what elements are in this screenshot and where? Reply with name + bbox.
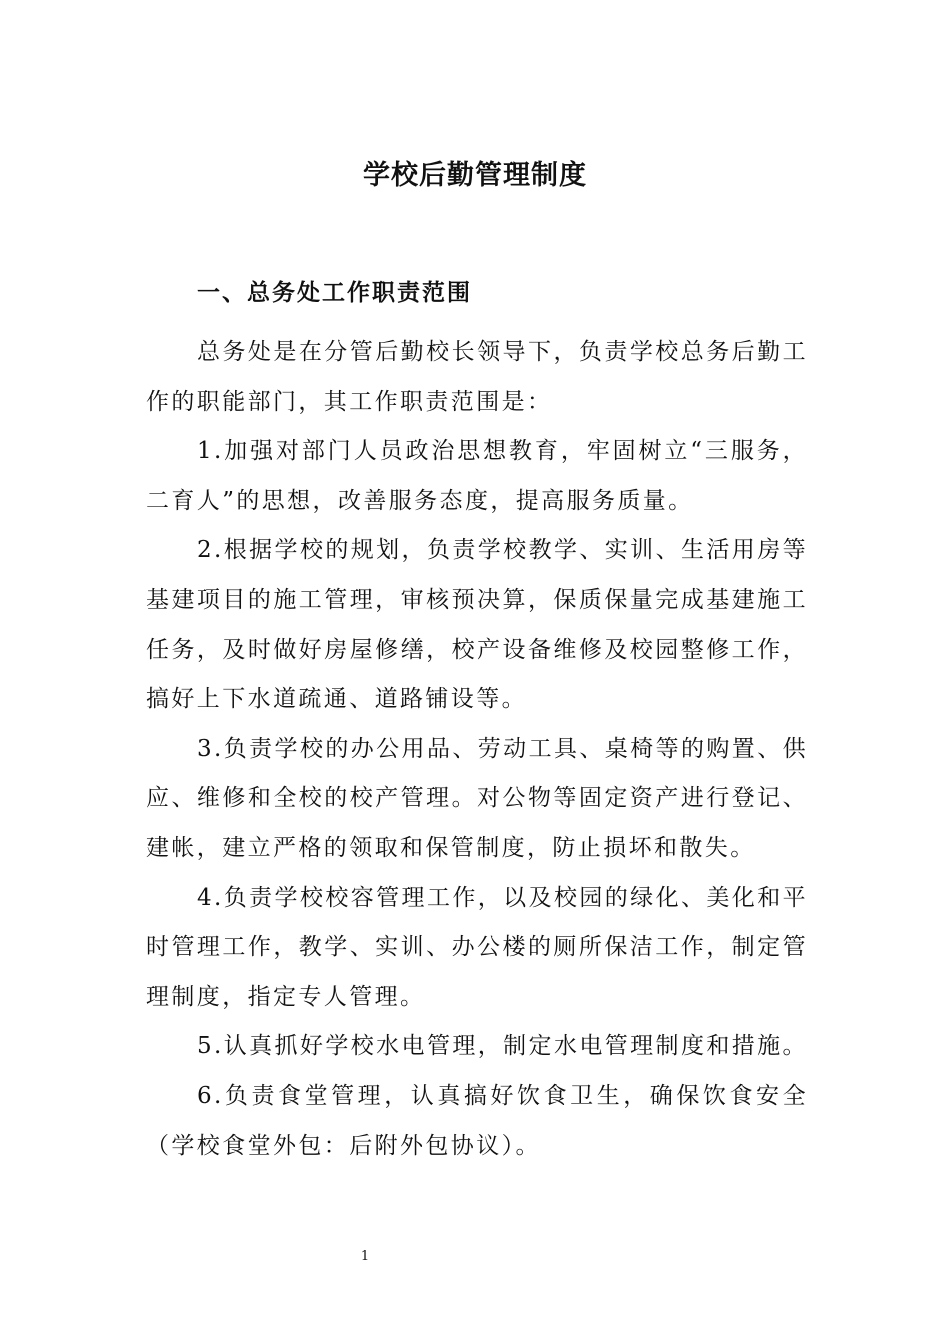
document-body [146,328,808,1171]
intro-paragraph: 总务处是在分管后勤校长领导下，负责学校总务后勤工作的职能部门，其工作职责范围是： [146,339,808,415]
duty-item-3: 3.负责学校的办公用品、劳动工具、桌椅等的购置、供应、维修和全校的校产管理。对公物等固定资产进行登记、建帐，建立严格的领取和保管制度，防止损坏和散失。 [146,735,808,861]
duty-item-1: 1.加强对部门人员政治思想教育，牢固树立“三服务，二育人”的思想，改善服务态度，提高服务质量。 [146,438,808,514]
duty-item-6: 6.负责食堂管理，认真搞好饮食卫生，确保饮食安全（学校食堂外包：后附外包协议）。 [146,1082,808,1159]
page-number: 1 [360,1249,370,1264]
duty-item-5: 5.认真抓好学校水电管理，制定水电管理制度和措施。 [197,1033,808,1060]
document-title: 学校后勤管理制度 [363,160,587,191]
section-heading: 一、总务处工作职责范围 [197,279,472,306]
duty-item-2: 2.根据学校的规划，负责学校教学、实训、生活用房等基建项目的施工管理，审核预决算，保质保量完成基建施工任务，及时做好房屋修缮，校产设备维修及校园整修工作，搞好上下水道疏通、道路铺设等。 [146,537,808,713]
duty-item-4: 4.负责学校校容管理工作，以及校园的绿化、美化和平时管理工作，教学、实训、办公楼的厕所保洁工作，制定管理制度，指定专人管理。 [146,884,808,1010]
